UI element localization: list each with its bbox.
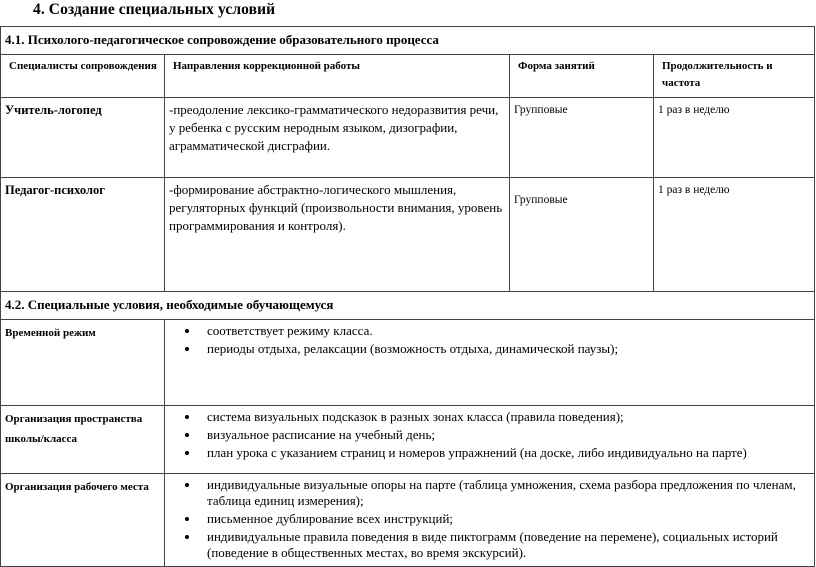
list-item: письменное дублирование всех инструкций; xyxy=(169,511,810,527)
condition-row xyxy=(1,406,815,474)
direction-cell: -преодоление лексико-грамматического недоразвития речи, у ребенка с русским неродным языком, дизографии, аграмматической дисграфии. xyxy=(165,98,510,178)
condition-label: Временной режим xyxy=(1,320,165,406)
document-title: 4. Создание специальных условий xyxy=(33,1,276,18)
frequency-cell: 1 раз в неделю xyxy=(654,178,815,292)
direction-cell: -формирование абстрактно-логического мышления, регуляторных функций (произвольности внимания, уровень программирования и контроля). xyxy=(165,178,510,292)
bullet-icon xyxy=(185,535,189,539)
table-row xyxy=(1,98,815,178)
section-1-title: 4.1. Психолого-педагогическое сопровождение образовательного процесса xyxy=(1,27,815,55)
form-cell: Групповые xyxy=(510,178,654,292)
header-specialists: Специалисты сопровождения xyxy=(1,55,165,98)
section-2-header-row xyxy=(1,292,815,320)
list-item: визуальное расписание на учебный день; xyxy=(169,427,810,443)
section-1-header-row xyxy=(1,27,815,55)
specialist-cell: Учитель-логопед xyxy=(1,98,165,178)
header-directions: Направления коррекционной работы xyxy=(165,55,510,98)
special-conditions-table xyxy=(0,26,815,567)
bullet-icon xyxy=(185,483,189,487)
section-2-title: 4.2. Специальные условия, необходимые обучающемуся xyxy=(1,292,815,320)
frequency-cell: 1 раз в неделю xyxy=(654,98,815,178)
condition-items xyxy=(165,406,815,474)
bullet-icon xyxy=(185,415,189,419)
condition-items xyxy=(165,320,815,406)
table-row xyxy=(1,178,815,292)
list-item: индивидуальные правила поведения в виде пиктограмм (поведение на перемене), социальных историй (поведение в общественных местах, во время экскурсий). xyxy=(169,529,810,561)
list-item: периоды отдыха, релаксации (возможность отдыха, динамической паузы); xyxy=(169,341,810,357)
list-item: система визуальных подсказок в разных зонах класса (правила поведения); xyxy=(169,409,810,425)
header-duration: Продолжительность и частота xyxy=(654,55,815,98)
bullet-list xyxy=(169,477,810,561)
bullet-icon xyxy=(185,329,189,333)
header-form: Форма занятий xyxy=(510,55,654,98)
bullet-list xyxy=(169,409,810,461)
condition-row xyxy=(1,320,815,406)
bullet-icon xyxy=(185,517,189,521)
condition-label: Организация пространства школы/класса xyxy=(1,406,165,474)
form-cell: Групповые xyxy=(510,98,654,178)
column-header-row xyxy=(1,55,815,98)
list-item: соответствует режиму класса. xyxy=(169,323,810,339)
bullet-list xyxy=(169,323,810,357)
condition-label: Организация рабочего места xyxy=(1,474,165,567)
bullet-icon xyxy=(185,451,189,455)
bullet-icon xyxy=(185,347,189,351)
specialist-cell: Педагог-психолог xyxy=(1,178,165,292)
list-item: план урока с указанием страниц и номеров упражнений (на доске, либо индивидуально на парте) xyxy=(169,445,810,461)
bullet-icon xyxy=(185,433,189,437)
list-item: индивидуальные визуальные опоры на парте (таблица умножения, схема разбора предложения по членам, таблица единиц измерения); xyxy=(169,477,810,509)
